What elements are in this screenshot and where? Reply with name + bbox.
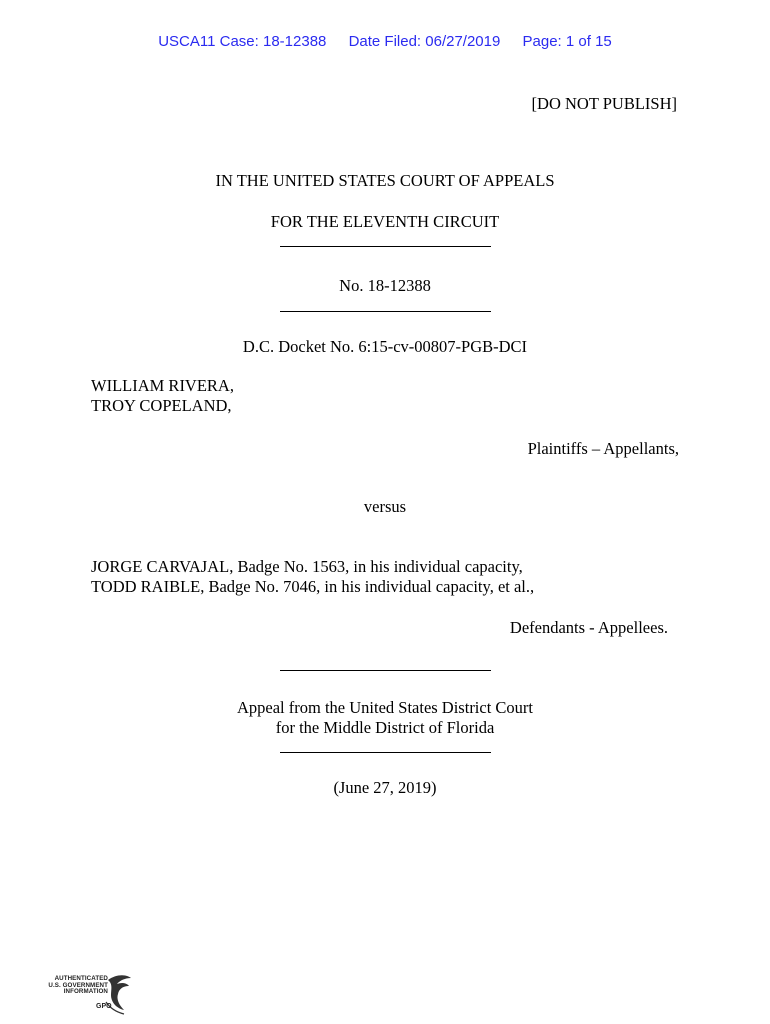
- plaintiff-name: TROY COPELAND,: [91, 396, 232, 415]
- appeal-line1: Appeal from the United States District Court: [236, 698, 534, 717]
- defendant-name: JORGE CARVAJAL, Badge No. 1563, in his individual capacity,: [91, 557, 523, 576]
- divider-rule: [280, 246, 491, 247]
- plaintiff-name: WILLIAM RIVERA,: [91, 376, 234, 395]
- court-name-line2: FOR THE ELEVENTH CIRCUIT: [270, 212, 500, 231]
- gpo-authentication-logo: [44, 972, 134, 1018]
- divider-rule: [280, 311, 491, 312]
- versus-label: versus: [363, 497, 407, 516]
- appeal-line2: for the Middle District of Florida: [275, 718, 495, 737]
- filing-stamp-header: [0, 33, 770, 50]
- case-stamp: USCA11 Case: 18-12388: [158, 33, 327, 50]
- case-number: No. 18-12388: [339, 276, 431, 295]
- publish-note: [DO NOT PUBLISH]: [531, 94, 677, 113]
- logo-line: U.S. GOVERNMENT: [48, 981, 108, 989]
- defendant-name: TODD RAIBLE, Badge No. 7046, in his individual capacity, et al.,: [91, 577, 535, 596]
- divider-rule: [280, 752, 491, 753]
- logo-line: AUTHENTICATED: [54, 975, 108, 982]
- date-filed-stamp: Date Filed: 06/27/2019: [348, 33, 501, 50]
- court-name-line1: IN THE UNITED STATES COURT OF APPEALS: [215, 171, 555, 190]
- logo-mark: GPO: [96, 1003, 112, 1010]
- divider-rule: [280, 670, 491, 671]
- eagle-icon: [102, 972, 134, 1018]
- logo-line: INFORMATION: [63, 988, 108, 996]
- decision-date: (June 27, 2019): [333, 778, 437, 797]
- page-count-stamp: Page: 1 of 15: [522, 33, 612, 50]
- plaintiffs-role: Plaintiffs – Appellants,: [527, 439, 679, 458]
- defendants-role: Defendants - Appellees.: [509, 618, 668, 637]
- docket-number: D.C. Docket No. 6:15-cv-00807-PGB-DCI: [242, 337, 528, 356]
- logo-text: [44, 976, 108, 996]
